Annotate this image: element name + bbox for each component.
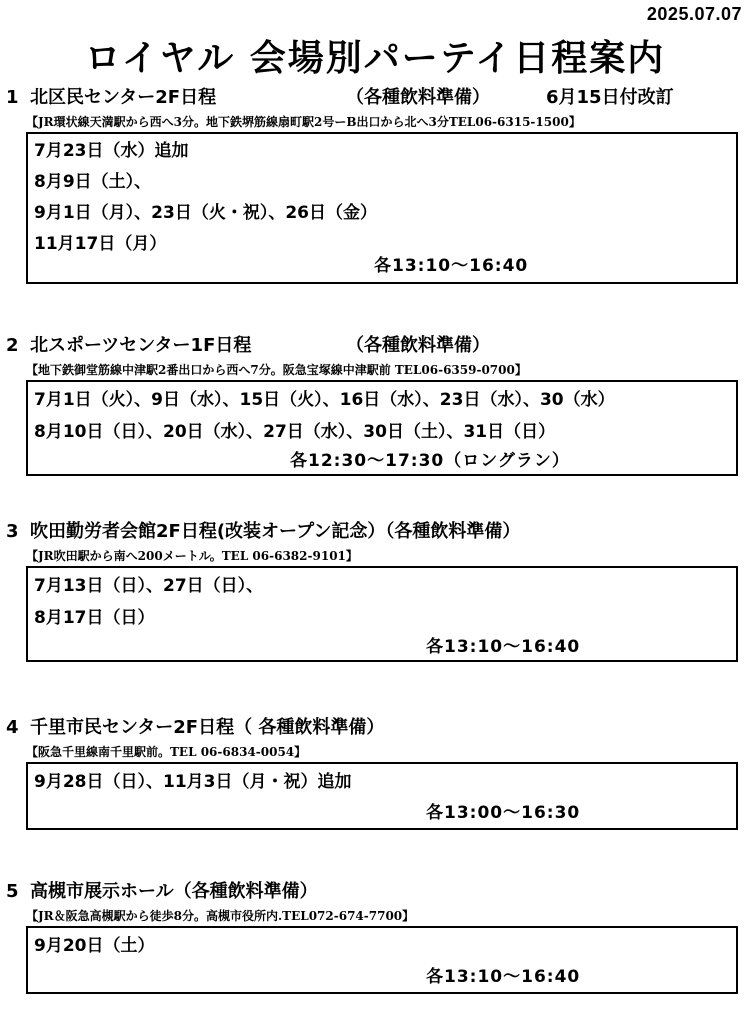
section-number: 1: [6, 87, 19, 108]
schedule-row: 9月1日（月）、23日（火・祝）、26日（金）: [34, 203, 377, 223]
session-time: 各13:10～16:40: [374, 256, 529, 276]
schedule-row: 8月17日（日）: [34, 608, 155, 628]
schedule-row: 9月28日（日）、11月3日（月・祝）追加: [34, 772, 352, 792]
venue-name: 千里市民センター2F日程（ 各種飲料準備）: [30, 717, 385, 738]
venue-name: 吹田勤労者会館2F日程(改装オープン記念）（各種飲料準備）: [30, 521, 521, 542]
section-heading: [6, 714, 746, 742]
section-heading: [6, 878, 746, 906]
venue-section-takatsuki: [6, 878, 746, 994]
section-heading: [6, 518, 746, 546]
schedule-row: 8月9日（土）、: [34, 172, 152, 192]
venue-section-kita-kumin: [6, 84, 746, 284]
session-time: 各12:30～17:30（ロングラン）: [290, 451, 570, 471]
schedule-box: [26, 380, 738, 476]
access-info: 【JR環状線天満駅から西へ3分。地下鉄堺筋線扇町駅2号ーB出口から北へ3分TEL06-6315-1500】: [26, 115, 581, 129]
document-date: 2025.07.07: [646, 4, 742, 24]
schedule-box: [26, 132, 738, 284]
venue-name: 北スポーツセンター1F日程: [30, 335, 252, 356]
schedule-row: 9月20日（土）: [34, 936, 155, 956]
section-number: 2: [6, 335, 19, 356]
venue-name: 高槻市展示ホール（各種飲料準備）: [30, 881, 318, 902]
schedule-box: [26, 762, 738, 830]
access-info: 【阪急千里線南千里駅前。TEL 06-6834-0054】: [26, 745, 307, 759]
page-title: ロイヤル 会場別パーテイ日程案内: [84, 38, 666, 79]
schedule-box: [26, 566, 738, 662]
section-heading: [6, 84, 746, 112]
revision-note: 6月15日付改訂: [546, 87, 674, 108]
schedule-row: 8月10日（日）、20日（水）、27日（水）、30日（土）、31日（日）: [34, 422, 556, 442]
access-info: 【JR吹田駅から南へ200メートル。TEL 06-6382-9101】: [26, 549, 358, 563]
schedule-row: 7月1日（火）、9日（水）、15日（火）、16日（水）、23日（水）、30（水）: [34, 390, 615, 410]
schedule-box: [26, 926, 738, 994]
schedule-row: 7月13日（日）、27日（日）、: [34, 576, 264, 596]
drinks-note: （各種飲料準備）: [346, 335, 490, 356]
session-time: 各13:10～16:40: [426, 967, 581, 987]
session-time: 各13:00～16:30: [426, 803, 581, 823]
section-number: 3: [6, 521, 19, 542]
venue-name: 北区民センター2F日程: [30, 87, 217, 108]
section-number: 5: [6, 881, 19, 902]
section-heading: [6, 332, 746, 360]
access-info: 【地下鉄御堂筋線中津駅2番出口から西へ7分。阪急宝塚線中津駅前 TEL06-6359-0700】: [26, 363, 527, 377]
schedule-row: 11月17日（月）: [34, 234, 167, 254]
drinks-note: （各種飲料準備）: [346, 87, 490, 108]
section-number: 4: [6, 717, 19, 738]
session-time: 各13:10～16:40: [426, 637, 581, 657]
venue-section-senri: [6, 714, 746, 830]
venue-section-suita: [6, 518, 746, 662]
access-info: 【JR＆阪急高槻駅から徒歩8分。高槻市役所内.TEL072-674-7700】: [26, 909, 415, 923]
venue-section-kita-sports: [6, 332, 746, 476]
schedule-row: 7月23日（水）追加: [34, 141, 189, 161]
